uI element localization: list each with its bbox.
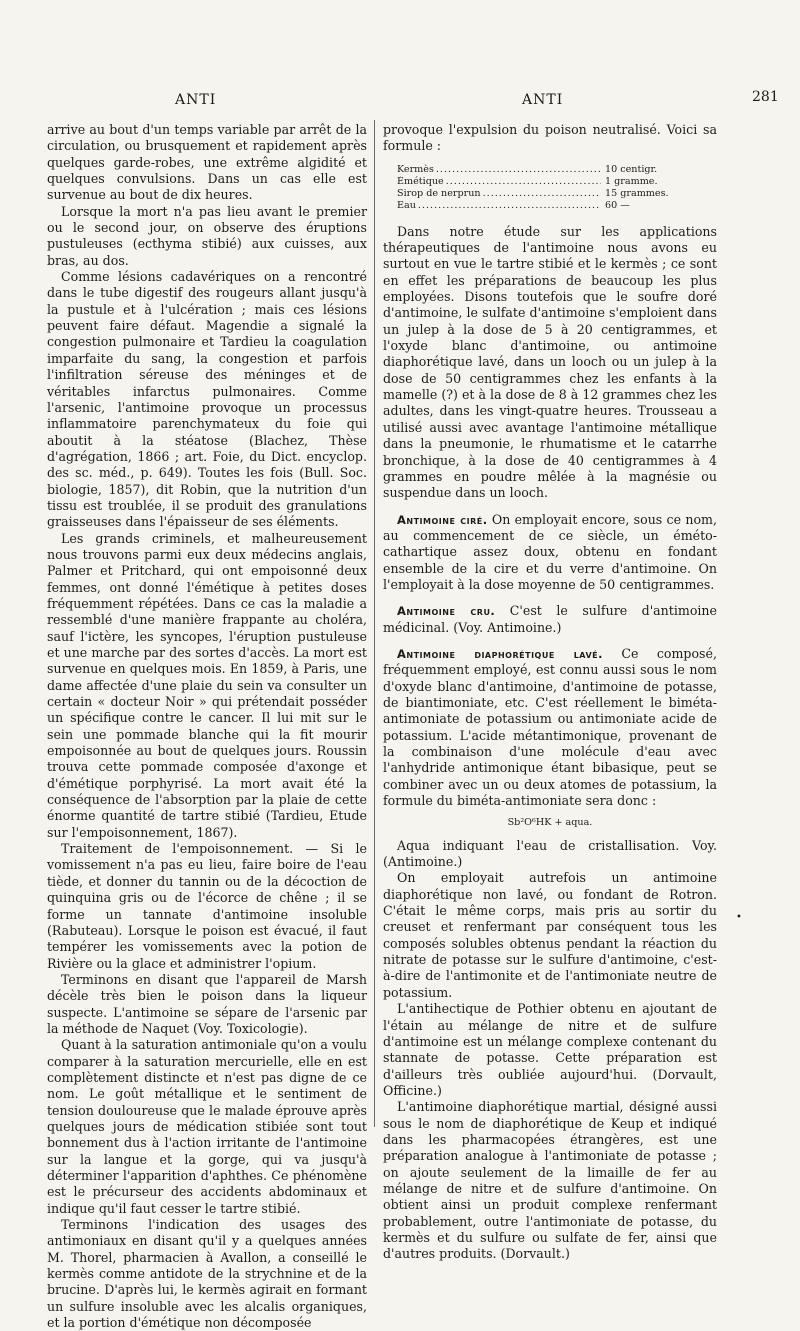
paragraph: Comme lésions cadavériques on a rencontré dans le tube digestif des rougeurs allant jusqu'à la pustule et à l'ulcération ; mais ces lésions peuvent faire défaut. Magendie a signalé la congestion pulmonaire et Tardieu la coagulation imparfaite du sang, la congestion et parfois l'infiltration séreuse des méninges et de véritables infarctus pulmonaires. Comme l'arsenic, l'antimoine provoque un processus inflammatoire parenchymateux du foie qui aboutit à la stéatose (Blachez, Thèse d'agrégation, 1866 ; art. Foie, du Dict. encyclop. des sc. méd., p. 649). Toutes les fois (Bull. Soc. biologie, 1857), dit Robin, que la nutrition d'un tissu est troublée, il se produit des granulations graisseuses dans l'épaisseur de ses éléments. [47, 269, 367, 530]
entry-heading: Antimoine ciré. [397, 512, 488, 527]
column-divider [374, 120, 375, 1127]
paragraph: Terminons l'indication des usages des antimoniaux en disant qu'il y a quelques années M. Thorel, pharmacien à Avallon, a conseillé le kermès comme antidote de la strychnine et de la brucine. D'après lui, le kermès agirait en formant un sulfure insoluble avec les alcalis organiques, et la portion d'émétique non décomposée [47, 1217, 367, 1331]
ingredient-quantity: 10 centigr. [601, 164, 697, 176]
ingredient-name: Sirop de nerprun ..... [397, 188, 601, 200]
formula-row [397, 200, 697, 212]
ingredient-name: Émétique ..... [397, 176, 601, 188]
paragraph: Aqua indiquant l'eau de cristallisation. Voy. (Antimoine.) [383, 837, 717, 870]
paragraph: Quant à la saturation antimoniale qu'on a voulu comparer à la saturation mercurielle, elle en est complètement distincte et n'est pas digne de ce nom. Le goût métallique et le sentiment de tension douloureuse que le malade éprouve après quelques jours de médication stibiée sont tout bonnement dus à l'action irritante de l'antimoine sur la langue et la gorge, qui va jusqu'à déterminer l'apparition d'aphthes. Ce phénomène est le précurseur des accidents abdominaux et indique qu'il faut cesser le tartre stibié. [47, 1037, 367, 1216]
formula-row [397, 176, 697, 188]
chemical-formula: Sb²O⁶HK + aqua. [507, 817, 593, 829]
entry-antimoine-cru [383, 603, 717, 636]
paragraph: Lorsque la mort n'a pas lieu avant le premier ou le second jour, on observe des éruptions pustuleuses (ecthyma stibié) aux cuisses, aux bras, au dos. [47, 203, 367, 268]
formula-row [397, 188, 697, 200]
spacer [383, 636, 717, 646]
paragraph: L'antimoine diaphorétique martial, désigné aussi sous le nom de diaphorétique de Keup et indiqué dans les pharmacopées étrangères, est une préparation analogue à l'antimoniate de potasse ; on ajoute seulement de la limaille de fer au mélange de nitre et de sulfure d'antimoine. On obtient ainsi un produit complexe renfermant probablement, outre l'antimoniate de potasse, du kermès et du sulfure ou sulfate de fer, ainsi que d'autres produits. (Dorvault.) [383, 1099, 717, 1262]
paragraph: Traitement de l'empoisonnement. — Si le vomissement n'a pas eu lieu, faire boire de l'eau tiède, et donner du tannin ou de la décoction de quinquina gris ou de l'écorce de chêne ; il se forme un tannate d'antimoine insoluble (Rabuteau). Lorsque le poison est évacué, il faut tempérer les vomissements avec la potion de Rivière ou la glace et administrer l'opium. [47, 841, 367, 971]
paragraph: Terminons en disant que l'appareil de Marsh décèle très bien le poison dans la liqueur suspecte. L'antimoine se sépare de l'arsenic par la méthode de Naquet (Voy. Toxicologie). [47, 971, 367, 1036]
paragraph: Dans notre étude sur les applications thérapeutiques de l'antimoine nous avons eu surtout en vue le tartre stibié et le kermès ; ce sont en effet les préparations de beaucoup les plus employées. Disons toutefois que le soufre doré d'antimoine, le sulfate d'antimoine s'emploient dans un julep à la dose de 5 à 20 centigrammes, et l'oxyde blanc d'antimoine, ou antimoine diaphorétique lavé, dans un looch ou un julep à la dose de 50 centigrammes chez les enfants à la mamelle (?) et à la dose de 8 à 12 grammes chez les adultes, dans les vingt-quatre heures. Trousseau a utilisé aussi avec avantage l'antimoine métallique dans la pneumonie, le rhumatisme et le catarrhe bronchique, à la dose de 40 centigrammes à 4 grammes en poudre mêlée à la magnésie ou suspendue dans un looch. [383, 223, 717, 501]
entry-heading: Antimoine cru. [397, 604, 496, 619]
paragraph: L'antihectique de Pothier obtenu en ajoutant de l'étain au mélange de nitre et de sulfure d'antimoine est un mélange complexe contenant du stannate de potasse. Cette préparation est d'ailleurs très oubliée aujourd'hui. (Dorvault, Officine.) [383, 1001, 717, 1098]
running-head-left: ANTI [175, 92, 217, 108]
ingredient-name: Kermès ..... [397, 164, 601, 176]
formula-table [397, 164, 697, 212]
ingredient-quantity: 1 gramme. [601, 176, 697, 188]
entry-text: C'est le sulfure d'antimoine médicinal. (Voy. Antimoine.) [383, 603, 717, 635]
margin-dot: • [736, 912, 742, 923]
spacer [383, 502, 717, 512]
paragraph: Les grands criminels, et malheureusement nous trouvons parmi eux deux médecins anglais, Palmer et Pritchard, qui ont empoisonné deux femmes, ont donné l'émétique à petites doses fréquemment répétées. Dans ce cas la maladie a ressemblé d'une manière frappante au choléra, sauf l'ictère, les syncopes, l'éruption pustuleuse et une marche par des sortes d'accès. La mort est survenue en quelques mois. En 1859, à Paris, une dame affectée d'une plaie du sein va consulter un certain « docteur Noir » qui prétendait posséder un spécifique contre le cancer. Il lui mit sur le sein une pommade blanche qui la fit mourir empoisonnée au bout de quelques jours. Roussin trouva cette pommade composée d'axonge et d'émétique porphyrisé. La mort avait été la conséquence de l'absorption par la plaie de cette énorme quantité de tartre stibié (Tardieu, Etude sur l'empoisonnement, 1867). [47, 530, 367, 840]
entry-antimoine-diaphoretique [383, 646, 717, 809]
formula-row [397, 164, 697, 176]
entry-text: On employait encore, sous ce nom, au commencement de ce siècle, un éméto-cathartique assez doux, obtenu en fondant ensemble de la cire et du verre d'antimoine. On l'employait à la dose moyenne de 50 centigrammes. [383, 511, 717, 592]
right-column [383, 122, 717, 1263]
left-column [47, 122, 367, 1331]
entry-heading: Antimoine diaphorétique lavé. [397, 646, 603, 661]
entry-antimoine-cire [383, 512, 717, 594]
paragraph: On employait autrefois un antimoine diaphorétique non lavé, ou fondant de Rotron. C'était le même corps, mais pris au sortir du creuset et renfermant par conséquent tous les composés solubles obtenus pendant la réaction du nitrate de potasse sur le sulfure d'antimoine, c'est-à-dire de l'antimonite et de l'antimoniate neutre de potassium. [383, 870, 717, 1000]
paragraph: arrive au bout d'un temps variable par arrêt de la circulation, ou brusquement et rapidement après quelques garde-robes, une extrême algidité et quelques convulsions. Dans un cas elle est survenue au bout de dix heures. [47, 122, 367, 203]
ingredient-quantity: 60 — [601, 200, 697, 212]
running-head-right: ANTI [522, 92, 564, 108]
entry-text: Ce composé, fréquemment employé, est connu aussi sous le nom d'oxyde blanc d'antimoine, d'antimoine de potasse, de biantimoniate, etc. C'est réellement le biméta-antimoniate de potassium ou antimoniate acide de potassium. L'acide métantimonique, provenant de la combinaison d'une molécule d'eau avec l'anhydride antimonique étant bibasique, peut se combiner avec un ou deux atomes de potassium, la formule du biméta-antimoniate sera donc : [383, 645, 717, 809]
spacer [383, 593, 717, 603]
page-number: 281 [752, 89, 779, 105]
paragraph: provoque l'expulsion du poison neutralisé. Voici sa formule : [383, 122, 717, 154]
ingredient-quantity: 15 grammes. [601, 188, 697, 200]
ingredient-name: Eau ..... [397, 200, 601, 212]
